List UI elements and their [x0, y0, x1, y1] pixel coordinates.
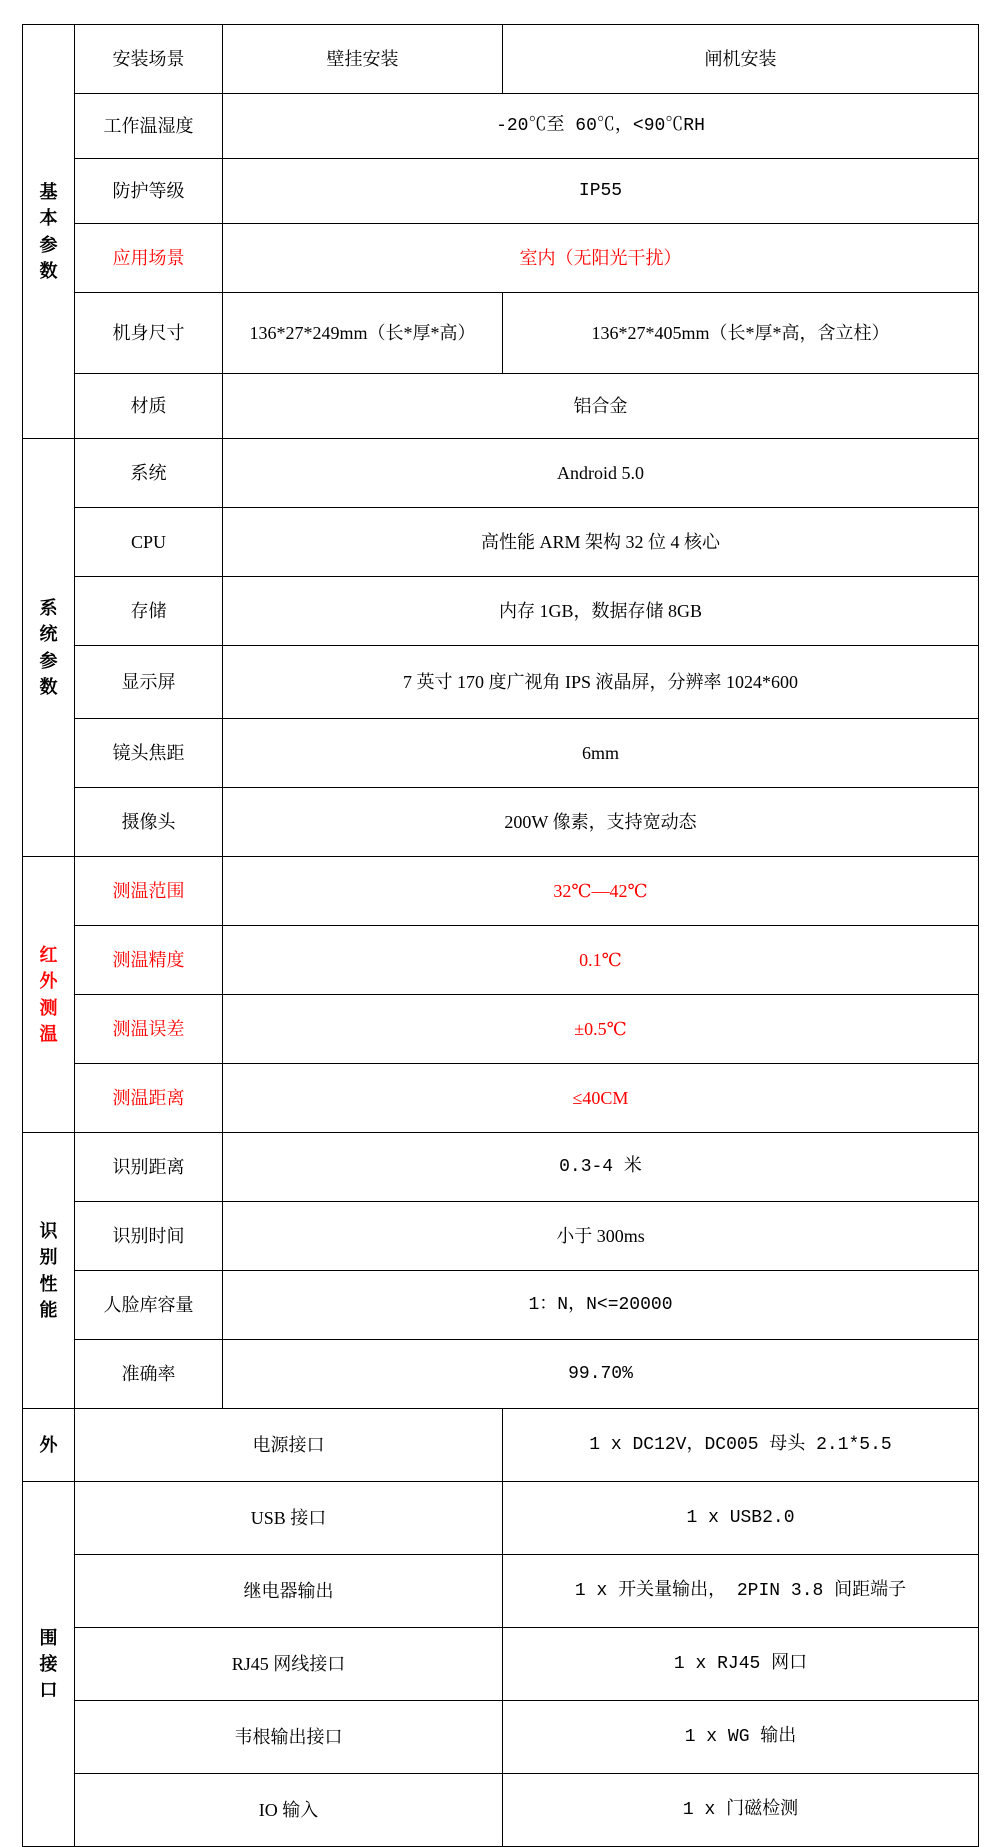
spec-table: [22, 24, 979, 1847]
row-value: 高性能 ARM 架构 32 位 4 核心: [223, 508, 979, 577]
row-label: 继电器输出: [75, 1555, 503, 1628]
row-label: 应用场景: [75, 224, 223, 293]
row-label: 测温范围: [75, 857, 223, 926]
row-label: 防护等级: [75, 159, 223, 224]
table-row: [23, 508, 979, 577]
table-row: [23, 25, 979, 94]
row-value: 32℃—42℃: [223, 857, 979, 926]
table-row: [23, 293, 979, 374]
row-value: 6mm: [223, 719, 979, 788]
row-label: 系统: [75, 439, 223, 508]
table-row: [23, 1555, 979, 1628]
row-value: ≤40CM: [223, 1064, 979, 1133]
row-value: 99.70%: [223, 1340, 979, 1409]
row-label: 识别距离: [75, 1133, 223, 1202]
row-label: 摄像头: [75, 788, 223, 857]
table-row: [23, 646, 979, 719]
table-row: [23, 788, 979, 857]
table-row: [23, 1271, 979, 1340]
table-row: [23, 1409, 979, 1482]
group-label-peripheral-1: 外: [23, 1409, 75, 1482]
table-row: [23, 374, 979, 439]
table-row: [23, 577, 979, 646]
row-value: 铝合金: [223, 374, 979, 439]
row-label: 识别时间: [75, 1202, 223, 1271]
row-value: 内存 1GB，数据存储 8GB: [223, 577, 979, 646]
row-label: 存储: [75, 577, 223, 646]
group-label-peripheral-2: 围接口: [23, 1482, 75, 1847]
row-value: 1 x USB2.0: [503, 1482, 979, 1555]
row-value: 1 x RJ45 网口: [503, 1628, 979, 1701]
table-row: [23, 1133, 979, 1202]
row-value: 1 x 开关量输出， 2PIN 3.8 间距端子: [503, 1555, 979, 1628]
row-value: 200W 像素，支持宽动态: [223, 788, 979, 857]
row-value: 7 英寸 170 度广视角 IPS 液晶屏，分辨率 1024*600: [223, 646, 979, 719]
row-value-left: 壁挂安装: [223, 25, 503, 94]
table-row: [23, 1774, 979, 1847]
table-row: [23, 94, 979, 159]
row-value: IP55: [223, 159, 979, 224]
row-label: 测温精度: [75, 926, 223, 995]
row-label: 人脸库容量: [75, 1271, 223, 1340]
table-row: [23, 439, 979, 508]
table-row: [23, 1340, 979, 1409]
table-row: [23, 159, 979, 224]
group-label-basic: 基本参数: [23, 25, 75, 439]
row-label: 显示屏: [75, 646, 223, 719]
table-row: [23, 1202, 979, 1271]
group-label-infrared: 红外测温: [23, 857, 75, 1133]
table-row: [23, 1064, 979, 1133]
row-value-right: 136*27*405mm（长*厚*高，含立柱）: [503, 293, 979, 374]
row-label: 安装场景: [75, 25, 223, 94]
row-label: 镜头焦距: [75, 719, 223, 788]
row-label: 材质: [75, 374, 223, 439]
row-value: 小于 300ms: [223, 1202, 979, 1271]
row-value: Android 5.0: [223, 439, 979, 508]
row-label: 测温误差: [75, 995, 223, 1064]
row-value: 1 x DC12V，DC005 母头 2.1*5.5: [503, 1409, 979, 1482]
table-row: [23, 995, 979, 1064]
row-label: CPU: [75, 508, 223, 577]
row-label: 工作温湿度: [75, 94, 223, 159]
table-row: [23, 719, 979, 788]
row-value: 1 x WG 输出: [503, 1701, 979, 1774]
row-value-left: 136*27*249mm（长*厚*高）: [223, 293, 503, 374]
row-label: RJ45 网线接口: [75, 1628, 503, 1701]
row-value: 室内（无阳光干扰）: [223, 224, 979, 293]
table-row: [23, 1701, 979, 1774]
row-value: 1 x 门磁检测: [503, 1774, 979, 1847]
group-label-recognition: 识别性能: [23, 1133, 75, 1409]
row-label: 电源接口: [75, 1409, 503, 1482]
row-value: 0.1℃: [223, 926, 979, 995]
row-value: 1：N，N<=20000: [223, 1271, 979, 1340]
row-label: 韦根输出接口: [75, 1701, 503, 1774]
table-row: [23, 224, 979, 293]
row-label: 机身尺寸: [75, 293, 223, 374]
row-value-right: 闸机安装: [503, 25, 979, 94]
row-label: 测温距离: [75, 1064, 223, 1133]
table-row: [23, 1628, 979, 1701]
table-row: [23, 857, 979, 926]
row-label: IO 输入: [75, 1774, 503, 1847]
table-row: [23, 1482, 979, 1555]
row-value: -20℃至 60℃，<90℃RH: [223, 94, 979, 159]
row-value: 0.3-4 米: [223, 1133, 979, 1202]
row-label: 准确率: [75, 1340, 223, 1409]
row-label: USB 接口: [75, 1482, 503, 1555]
group-label-system: 系统参数: [23, 439, 75, 857]
row-value: ±0.5℃: [223, 995, 979, 1064]
table-row: [23, 926, 979, 995]
